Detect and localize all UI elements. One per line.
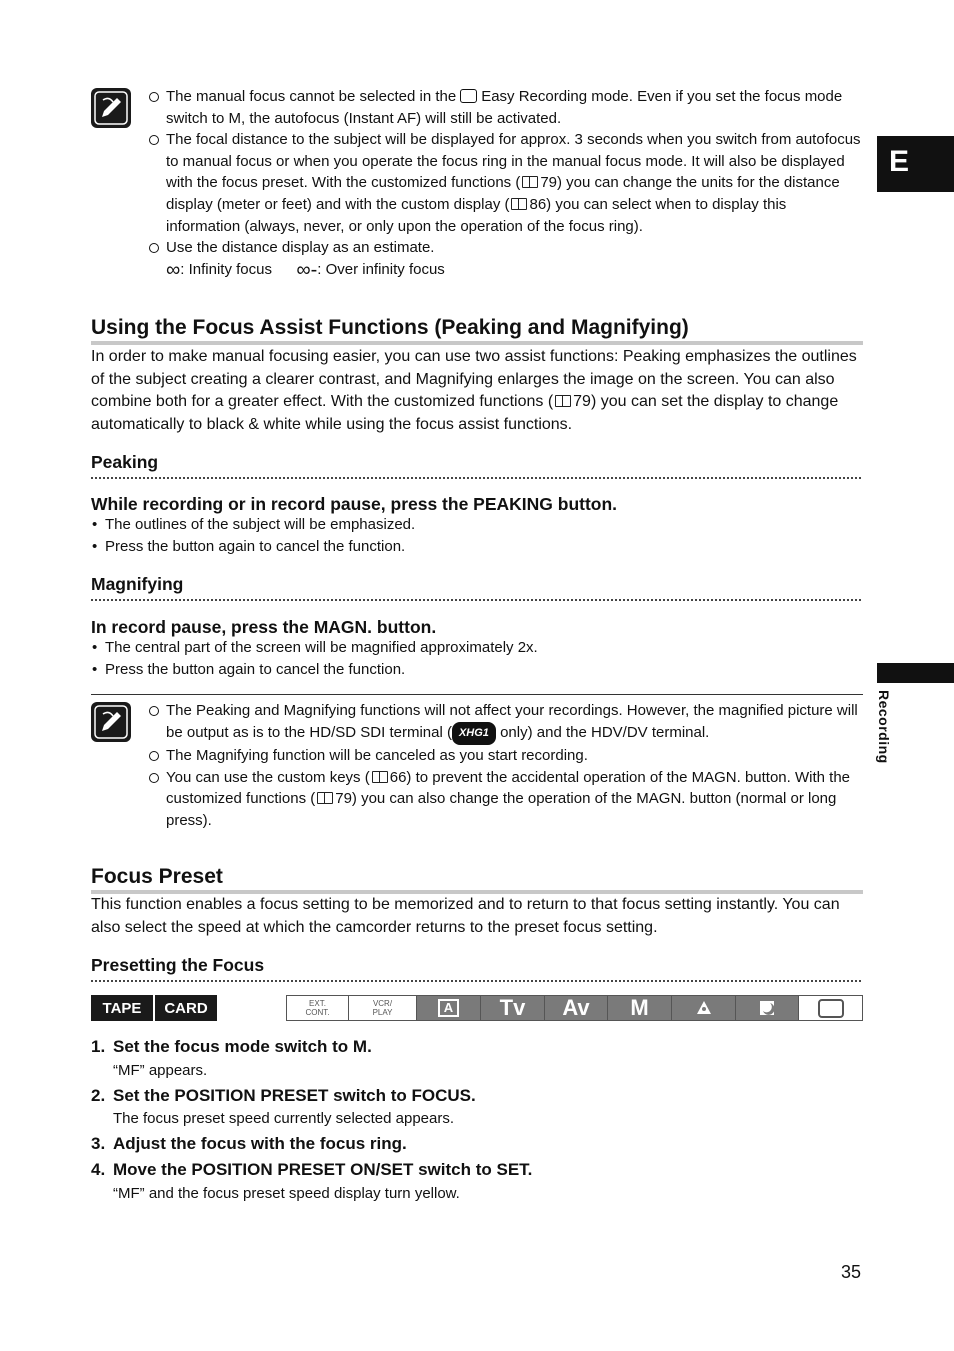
step-2: 2. Set the POSITION PRESET switch to FOCUS. bbox=[91, 1086, 476, 1105]
ext-cont-mode: EXT. CONT. bbox=[286, 995, 349, 1021]
bullet-circle-icon bbox=[149, 706, 159, 716]
divider bbox=[91, 694, 863, 695]
bullet-circle-icon bbox=[149, 135, 159, 145]
bullet-circle-icon bbox=[149, 243, 159, 253]
magnifying-instruction: In record pause, press the MAGN. button. bbox=[91, 617, 437, 637]
step-1-result: “MF” appears. bbox=[113, 1062, 208, 1079]
model-badge: XHG1 bbox=[452, 722, 496, 746]
infinity-icon: ∞ bbox=[166, 258, 181, 281]
note-pencil-icon bbox=[91, 88, 131, 128]
note-item: You can use the custom keys ( 66) to prevent the accidental operation of the MAGN. button. With the customized functions ( 79) you can also change the operation of the MAGN. button (normal or long press). bbox=[148, 767, 864, 832]
step-2-result: The focus preset speed currently selected appears. bbox=[113, 1110, 455, 1127]
magnifying-heading: Magnifying bbox=[91, 573, 861, 601]
note-list-top bbox=[148, 86, 864, 280]
spotlight-mode-icon bbox=[672, 995, 736, 1021]
step-1: 1. Set the focus mode switch to M. bbox=[91, 1037, 372, 1056]
tape-mode-label: TAPE bbox=[91, 995, 153, 1021]
note-list-middle bbox=[148, 700, 864, 832]
manual-mode: M bbox=[608, 995, 672, 1021]
magnifying-bullets bbox=[91, 637, 538, 681]
list-item: • The outlines of the subject will be emphasized. bbox=[91, 514, 415, 536]
note-item: The Peaking and Magnifying functions will not affect your recordings. However, the magnified picture will be output as is to the HD/SD SDI terminal ( XHG1 only) and the HDV/DV terminal. bbox=[148, 700, 864, 745]
easy-recording-mode-icon bbox=[799, 995, 863, 1021]
section-bar bbox=[877, 663, 954, 683]
auto-mode: A bbox=[417, 995, 481, 1021]
book-reference-icon bbox=[511, 198, 527, 210]
bullet-circle-icon bbox=[149, 751, 159, 761]
vcr-play-mode: VCR/ PLAY bbox=[349, 995, 417, 1021]
focus-assist-paragraph: In order to make manual focusing easier, you can use two assist functions: Peaking emphasizes the outlines of the subject creating a clearer contrast, and Magnifying enlarges the image on the screen. You can also combine both for a greater effect. With the customized functions ( 79) you can set the display to change automatically to black & white while using the focus assist functions. bbox=[91, 348, 857, 433]
card-mode-label: CARD bbox=[155, 995, 217, 1021]
bullet-circle-icon bbox=[149, 92, 159, 102]
section-label: Recording bbox=[876, 690, 892, 764]
easy-recording-icon bbox=[460, 89, 477, 103]
over-infinity-icon: ∞- bbox=[296, 258, 318, 281]
book-reference-icon bbox=[555, 395, 571, 407]
list-item: • The central part of the screen will be magnified approximately 2x. bbox=[91, 637, 538, 659]
infinity-legend: ∞: Infinity focus ∞-: Over infinity focus bbox=[166, 258, 445, 281]
peaking-bullets bbox=[91, 514, 415, 558]
note-item: The Magnifying function will be canceled as you start recording. bbox=[148, 745, 864, 767]
peaking-instruction: While recording or in record pause, press the PEAKING button. bbox=[91, 494, 618, 514]
book-reference-icon bbox=[372, 771, 388, 783]
book-reference-icon bbox=[522, 176, 538, 188]
list-item: • Press the button again to cancel the function. bbox=[91, 536, 415, 558]
tv-mode: Tv bbox=[481, 995, 545, 1021]
note-item: The focal distance to the subject will be displayed for approx. 3 seconds when you switch from autofocus to manual focus or when you operate the focus ring in the manual focus mode. It will also be displayed with the focus preset. With the customized functions ( 79) you can change the units for the distance display (meter or feet) and with the custom display ( 86) you can select when to display this information (always, never, or only upon the operation of the focus ring). bbox=[148, 129, 864, 237]
focus-preset-paragraph: This function enables a focus setting to be memorized and to return to that focus setting instantly. You can also select the speed at which the camcorder returns to the preset focus setting. bbox=[91, 896, 840, 936]
language-tab: E bbox=[877, 136, 954, 192]
page-number: 35 bbox=[841, 1262, 862, 1282]
note-item: Use the distance display as an estimate. bbox=[148, 237, 864, 259]
section-title-focus-assist: Using the Focus Assist Functions (Peaking and Magnifying) bbox=[91, 316, 863, 345]
night-mode-icon bbox=[736, 995, 799, 1021]
av-mode: Av bbox=[545, 995, 608, 1021]
note-pencil-icon bbox=[91, 702, 131, 742]
book-reference-icon bbox=[317, 792, 333, 804]
list-item: • Press the button again to cancel the function. bbox=[91, 659, 538, 681]
step-4-result: “MF” and the focus preset speed display turn yellow. bbox=[113, 1185, 460, 1202]
bullet-circle-icon bbox=[149, 773, 159, 783]
section-title-focus-preset: Focus Preset bbox=[91, 865, 863, 894]
presetting-heading: Presetting the Focus bbox=[91, 954, 861, 982]
note-item: The manual focus cannot be selected in the Easy Recording mode. Even if you set the focus mode switch to M, the autofocus (Instant AF) will still be activated. bbox=[148, 86, 864, 129]
peaking-heading: Peaking bbox=[91, 451, 861, 479]
step-3: 3. Adjust the focus with the focus ring. bbox=[91, 1134, 407, 1153]
step-4: 4. Move the POSITION PRESET ON/SET switch to SET. bbox=[91, 1160, 533, 1179]
